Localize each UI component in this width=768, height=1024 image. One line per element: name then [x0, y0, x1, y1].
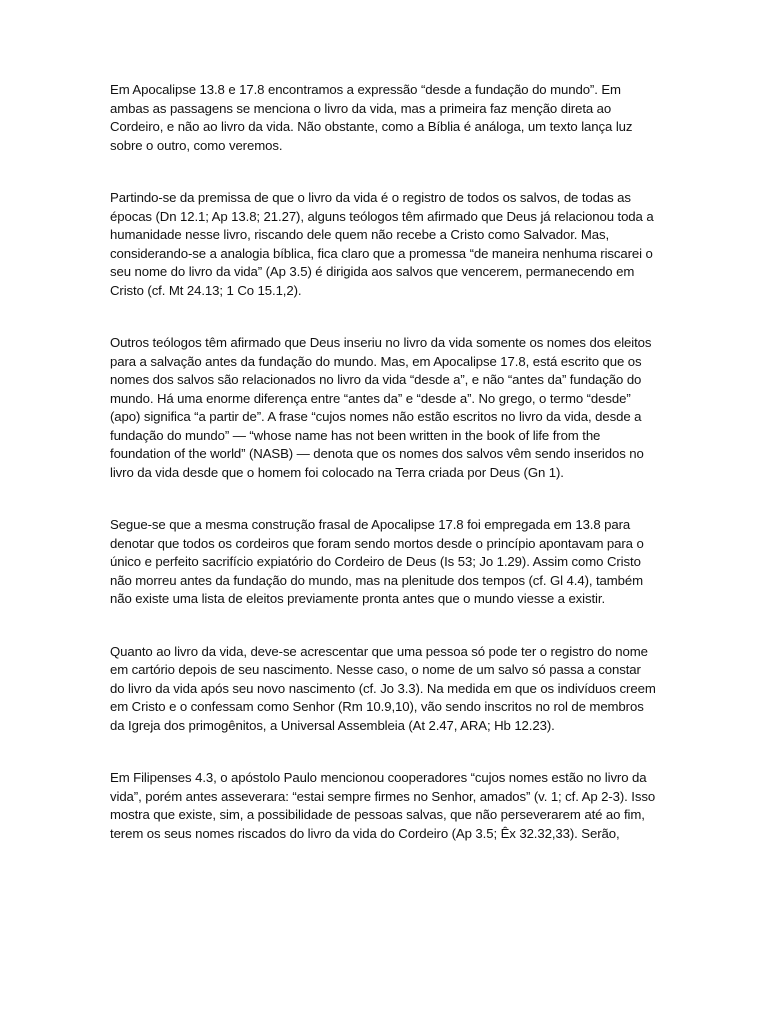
- paragraph-5: Quanto ao livro da vida, deve-se acrescentar que uma pessoa só pode ter o registro do nome em cartório depois de seu nascimento. Nesse caso, o nome de um salvo só passa a constar do livro da vida após seu novo nascimento (cf. Jo 3.3). Na medida em que os indivíduos creem em Cristo e o confessam como Senhor (Rm 10.9,10), vão sendo inscritos no rol de membros da Igreja dos primogênitos, a Universal Assembleia (At 2.47, ARA; Hb 12.23).: [110, 643, 656, 733]
- paragraph-2: Partindo-se da premissa de que o livro da vida é o registro de todos os salvos, de todas as épocas (Dn 12.1; Ap 13.8; 21.27), alguns teólogos têm afirmado que Deus já relacionou toda a humanidade nesse livro, riscando dele quem não recebe a Cristo como Salvador. Mas, considerando-se a analogia bíblica, fica claro que a promessa “de maneira nenhuma riscarei o seu nome do livro da vida” (Ap 3.5) é dirigida aos salvos que vencerem, permanecendo em Cristo (cf. Mt 24.13; 1 Co 15.1,2).: [110, 190, 654, 298]
- paragraph-1: Em Apocalipse 13.8 e 17.8 encontramos a expressão “desde a fundação do mundo”. Em ambas as passagens se menciona o livro da vida, mas a primeira faz menção direta ao Cordeiro, e não ao livro da vida. Não obstante, como a Bíblia é análoga, um texto lança luz sobre o outro, como veremos.: [110, 82, 633, 153]
- paragraph-4: Segue-se que a mesma construção frasal de Apocalipse 17.8 foi empregada em 13.8 para denotar que todos os cordeiros que foram sendo mortos desde o princípio apontavam para o único e perfeito sacrifício expiatório do Cordeiro de Deus (Is 53; Jo 1.29). Assim como Cristo não morreu antes da fundação do mundo, mas na plenitude dos tempos (cf. Gl 4.4), também não existe uma lista de eleitos previamente pronta antes que o mundo viesse a existir.: [110, 517, 644, 606]
- paragraph-6: Em Filipenses 4.3, o apóstolo Paulo mencionou cooperadores “cujos nomes estão no livro da vida”, porém antes asseverara: “estai sempre firmes no Senhor, amados” (v. 1; cf. Ap 2-3). Isso mostra que existe, sim, a possibilidade de pessoas salvas, que não perseverarem até ao fim, terem os seus nomes riscados do livro da vida do Cordeiro (Ap 3.5; Êx 32.32,33). Serão,: [110, 770, 656, 841]
- paragraph-3: Outros teólogos têm afirmado que Deus inseriu no livro da vida somente os nomes dos eleitos para a salvação antes da fundação do mundo. Mas, em Apocalipse 17.8, está escrito que os nomes dos salvos são relacionados no livro da vida “desde a”, e não “antes da” fundação do mundo. Há uma enorme diferença entre “antes da” e “desde a”. No grego, o termo “desde” (apo) significa “a partir de”. A frase “cujos nomes não estão escritos no livro da vida, desde a fundação do mundo” — “whose name has not been written in the book of life from the foundation of the world” (NASB) — denota que os nomes dos salvos vêm sendo inseridos no livro da vida desde que o homem foi colocado na Terra criada por Deus (Gn 1).: [110, 335, 652, 480]
